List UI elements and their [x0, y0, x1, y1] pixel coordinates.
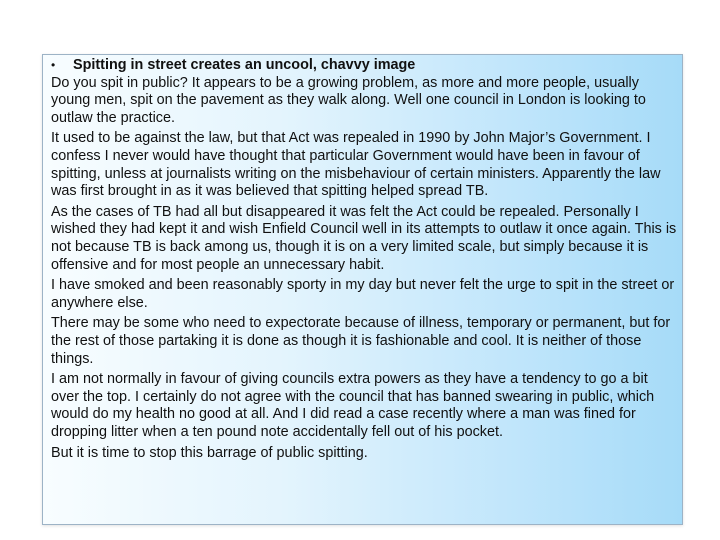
paragraph-6: I am not normally in favour of giving councils extra powers as they have a tendency to go a bit over the top. I certainly do not agree with the council that has banned swearing in public, which would do my health no good at all. And I did read a case recently where a man was fined for dropping litter when a ten pound note accidentally fell out of his pocket. [51, 371, 655, 440]
paragraph-2: It used to be against the law, but that Act was repealed in 1990 by John Major’s Government. I confess I never would have thought that particular Government would have been in favour of spitting, unless at journalists writing on the misbehaviour of certain ministers. Apparently the law was first brought in as it was believed that spitting helped spread TB. [51, 130, 661, 200]
slide-text-box [42, 54, 683, 525]
paragraph-7: But it is time to stop this barrage of public spitting. [51, 445, 368, 462]
slide-content [51, 57, 678, 466]
paragraph-1: Do you spit in public? It appears to be a growing problem, as more and more people, usually young men, spit on the pavement as they walk along. Well one council in London is looking to outlaw the practice. [51, 74, 646, 126]
bullet-title-line [51, 57, 678, 75]
bullet-icon: • [51, 58, 56, 72]
paragraph-3: As the cases of TB had all but disappeared it was felt the Act could be repealed. Personally I wished they had kept it and wish Enfield Council well in its attempts to outlaw it once again. This is not because TB is back among us, though it is on a very limited scale, but simply because it is offensive and for most people an unnecessary habit. [51, 203, 677, 273]
slide-title: Spitting in street creates an uncool, chavvy image [73, 57, 416, 73]
paragraph-5: There may be some who need to expectorate because of illness, temporary or permanent, but for the rest of those partaking it is done as though it is fashionable and cool. It is neither of those things. [51, 315, 671, 367]
paragraph-4: I have smoked and been reasonably sporty in my day but never felt the urge to spit in the street or anywhere else. [51, 277, 675, 311]
